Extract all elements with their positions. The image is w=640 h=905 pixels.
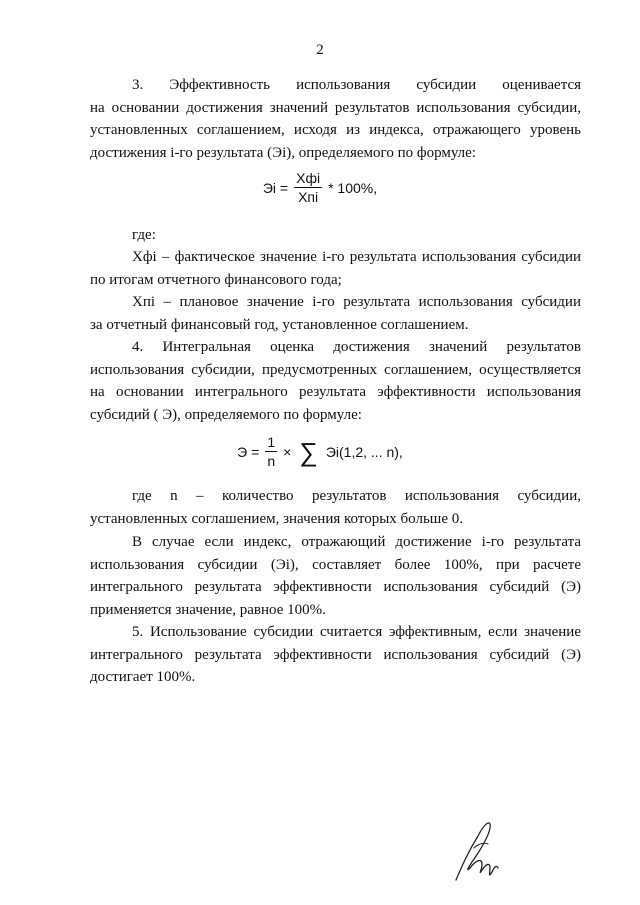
paragraph-4-line-3: на основании интегрального результата эффективности использования — [90, 384, 581, 401]
case-paragraph-line-1: В случае если индекс, отражающий достижение i-го результата — [132, 534, 581, 550]
formula-2-times: × — [283, 443, 292, 460]
paragraph-3-line-2: на основании достижения значений результатов использования субсидии, — [90, 99, 581, 116]
formula-2-lhs: Э = — [237, 443, 260, 460]
xp-definition-line-1: Xпi – плановое значение i-го результата использования субсидии — [132, 294, 581, 310]
xf-definition-line-1: Xфi – фактическое значение i-го результата использования субсидии — [132, 249, 581, 265]
xf-definition-line-2: по итогам отчетного финансового года; — [90, 271, 342, 288]
paragraph-4-line-4: субсидий ( Э), определяемого по формуле: — [90, 406, 362, 423]
case-paragraph-line-3: интегрального результата эффективности использования субсидий (Э) — [90, 579, 581, 596]
formula-2-rhs: Эi(1,2, ... n), — [325, 443, 403, 460]
paragraph-4-line-2: использования субсидии, предусмотренных соглашением, осуществляется — [90, 361, 581, 378]
formula-1-denominator: Xпi — [298, 189, 319, 205]
formula-integral — [0, 434, 640, 469]
paragraph-5-line-2: интегрального результата эффективности использования субсидий (Э) — [90, 646, 581, 663]
paragraph-3-line-4: достижения i-го результата (Эi), определяемого по формуле: — [90, 144, 476, 161]
n-definition-line-1: где n – количество результатов использования субсидии, — [132, 488, 581, 504]
paragraph-4-line-1: 4. Интегральная оценка достижения значений результатов — [132, 339, 581, 355]
paragraph-5-line-3: достигает 100%. — [90, 669, 196, 686]
sum-symbol: ∑ — [299, 436, 318, 467]
signature — [448, 818, 508, 884]
n-definition-line-2: установленных соглашением, значения которых больше 0. — [90, 510, 463, 527]
case-paragraph-line-4: применяется значение, равное 100%. — [90, 601, 326, 618]
formula-2-numerator: 1 — [267, 434, 276, 450]
page-number: 2 — [316, 42, 324, 58]
formula-2-fraction — [265, 434, 277, 469]
formula-1-fraction — [294, 170, 322, 205]
formula-1-rhs: * 100%, — [328, 179, 378, 196]
formula-efficiency — [0, 170, 640, 205]
paragraph-3-line-1: 3. Эффективность использования субсидии оценивается — [132, 77, 581, 93]
xp-definition-line-2: за отчетный финансовый год, установленное соглашением. — [90, 316, 469, 333]
where-label: где: — [132, 227, 156, 243]
case-paragraph-line-2: использования субсидии (Эi), составляет более 100%, при расчете — [90, 556, 581, 573]
formula-1-numerator: Xфi — [296, 170, 321, 186]
paragraph-5-line-1: 5. Использование субсидии считается эффективным, если значение — [132, 624, 581, 640]
formula-2-denominator: n — [267, 453, 276, 469]
paragraph-3-line-3: установленных соглашением, исходя из индекса, отражающего уровень — [90, 122, 581, 139]
formula-1-lhs: Эi = — [262, 179, 289, 196]
